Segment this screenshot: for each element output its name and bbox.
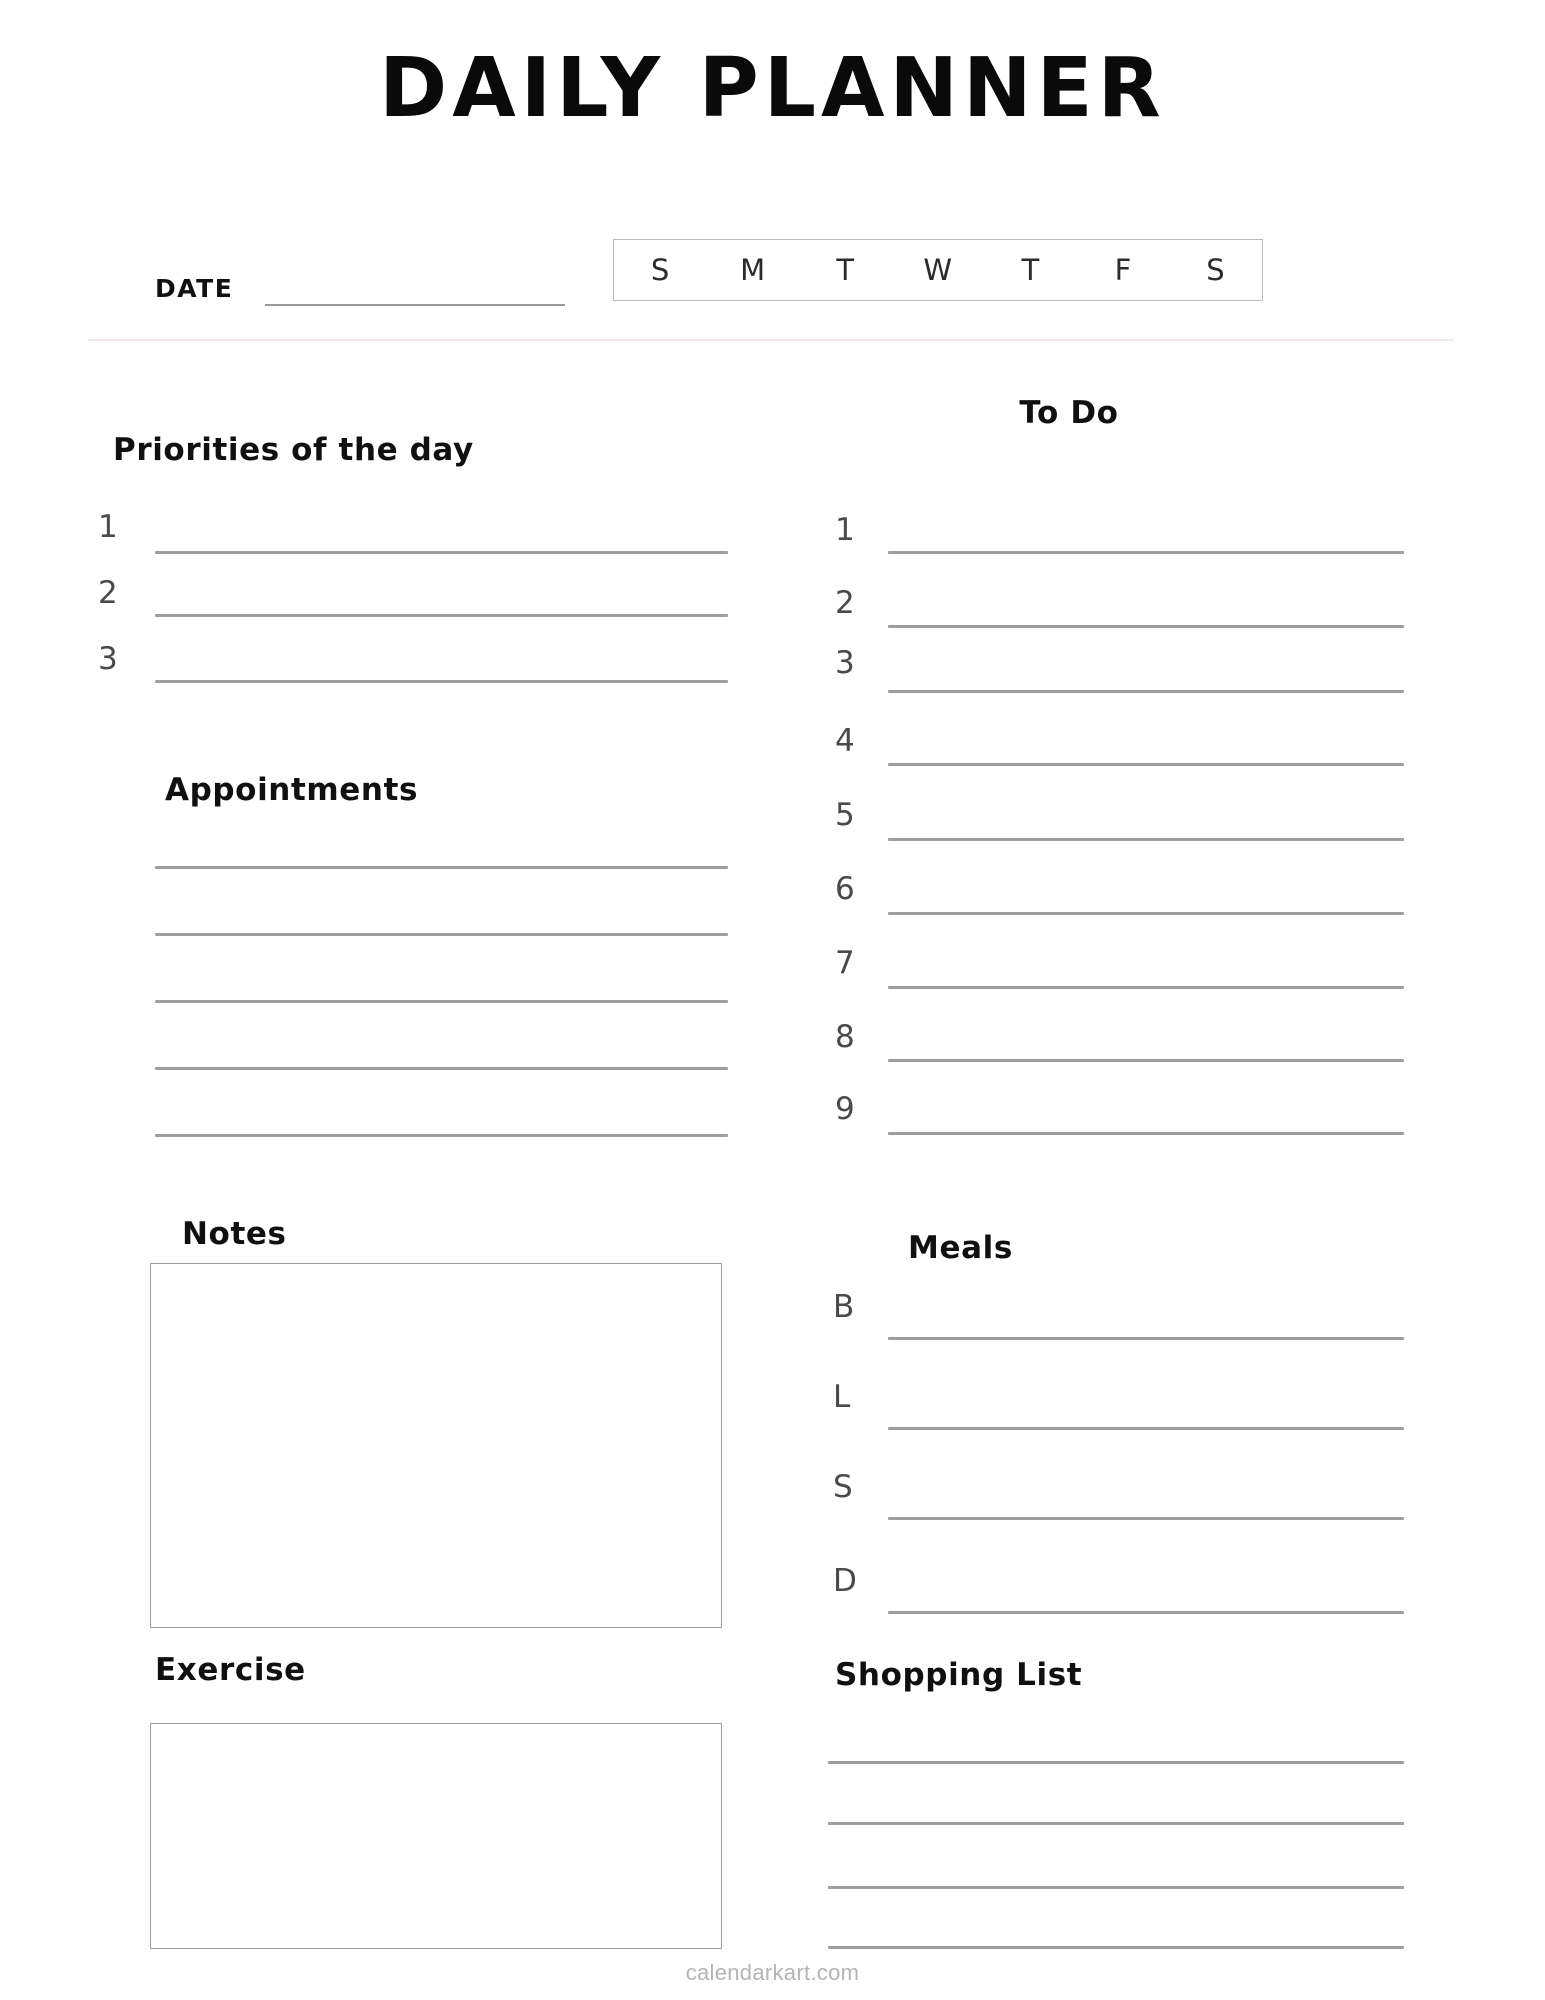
- appointments-line-4[interactable]: [155, 1067, 728, 1070]
- todo-heading: To Do: [1019, 395, 1119, 431]
- shopping-heading: Shopping List: [835, 1657, 1083, 1693]
- priorities-line-3[interactable]: [155, 680, 728, 683]
- todo-marker-8: 8: [835, 1019, 855, 1055]
- priorities-line-2[interactable]: [155, 614, 728, 617]
- date-input-line[interactable]: [265, 304, 565, 306]
- todo-marker-5: 5: [835, 797, 855, 833]
- priorities-heading: Priorities of the day: [113, 432, 474, 468]
- priorities-line-1[interactable]: [155, 551, 728, 554]
- meals-line-lunch[interactable]: [888, 1427, 1404, 1430]
- todo-line-4[interactable]: [888, 763, 1404, 766]
- todo-marker-3: 3: [835, 645, 855, 681]
- todo-marker-9: 9: [835, 1091, 855, 1127]
- appointments-line-5[interactable]: [155, 1134, 728, 1137]
- meals-line-breakfast[interactable]: [888, 1337, 1404, 1340]
- notes-box[interactable]: [150, 1263, 722, 1628]
- notes-heading: Notes: [182, 1216, 287, 1252]
- exercise-heading: Exercise: [155, 1652, 306, 1688]
- shopping-line-3[interactable]: [828, 1886, 1404, 1889]
- meals-heading: Meals: [908, 1230, 1013, 1266]
- weekday-thursday[interactable]: T: [1021, 252, 1040, 287]
- weekday-wednesday[interactable]: W: [923, 252, 953, 287]
- meals-marker-snack: S: [833, 1469, 853, 1505]
- weekday-selector: [613, 239, 1263, 301]
- weekday-sunday[interactable]: S: [650, 252, 670, 287]
- todo-marker-2: 2: [835, 585, 855, 621]
- todo-line-2[interactable]: [888, 625, 1404, 628]
- shopping-line-1[interactable]: [828, 1761, 1404, 1764]
- todo-marker-6: 6: [835, 871, 855, 907]
- meals-line-snack[interactable]: [888, 1517, 1404, 1520]
- appointments-heading: Appointments: [165, 772, 419, 808]
- priorities-marker-3: 3: [98, 641, 118, 677]
- weekday-monday[interactable]: M: [740, 252, 766, 287]
- meals-marker-lunch: L: [833, 1379, 851, 1415]
- weekday-friday[interactable]: F: [1114, 252, 1132, 287]
- meals-marker-breakfast: B: [833, 1289, 855, 1325]
- exercise-box[interactable]: [150, 1723, 722, 1949]
- appointments-line-2[interactable]: [155, 933, 728, 936]
- header-divider: [88, 339, 1454, 341]
- weekday-saturday[interactable]: S: [1206, 252, 1226, 287]
- todo-marker-1: 1: [835, 512, 855, 548]
- todo-line-6[interactable]: [888, 912, 1404, 915]
- page-title: DAILY PLANNER: [379, 41, 1166, 136]
- todo-line-3[interactable]: [888, 690, 1404, 693]
- watermark: calendarkart.com: [685, 1960, 860, 1985]
- meals-line-dinner[interactable]: [888, 1611, 1404, 1614]
- date-label: DATE: [155, 274, 234, 303]
- appointments-line-3[interactable]: [155, 1000, 728, 1003]
- todo-marker-4: 4: [835, 723, 855, 759]
- todo-line-8[interactable]: [888, 1059, 1404, 1062]
- shopping-line-2[interactable]: [828, 1822, 1404, 1825]
- shopping-line-4[interactable]: [828, 1946, 1404, 1949]
- meals-marker-dinner: D: [833, 1563, 857, 1599]
- todo-marker-7: 7: [835, 945, 855, 981]
- weekday-tuesday[interactable]: T: [836, 252, 855, 287]
- todo-line-5[interactable]: [888, 838, 1404, 841]
- priorities-marker-2: 2: [98, 575, 118, 611]
- todo-line-7[interactable]: [888, 986, 1404, 989]
- todo-line-9[interactable]: [888, 1132, 1404, 1135]
- appointments-line-1[interactable]: [155, 866, 728, 869]
- todo-line-1[interactable]: [888, 551, 1404, 554]
- priorities-marker-1: 1: [98, 509, 118, 545]
